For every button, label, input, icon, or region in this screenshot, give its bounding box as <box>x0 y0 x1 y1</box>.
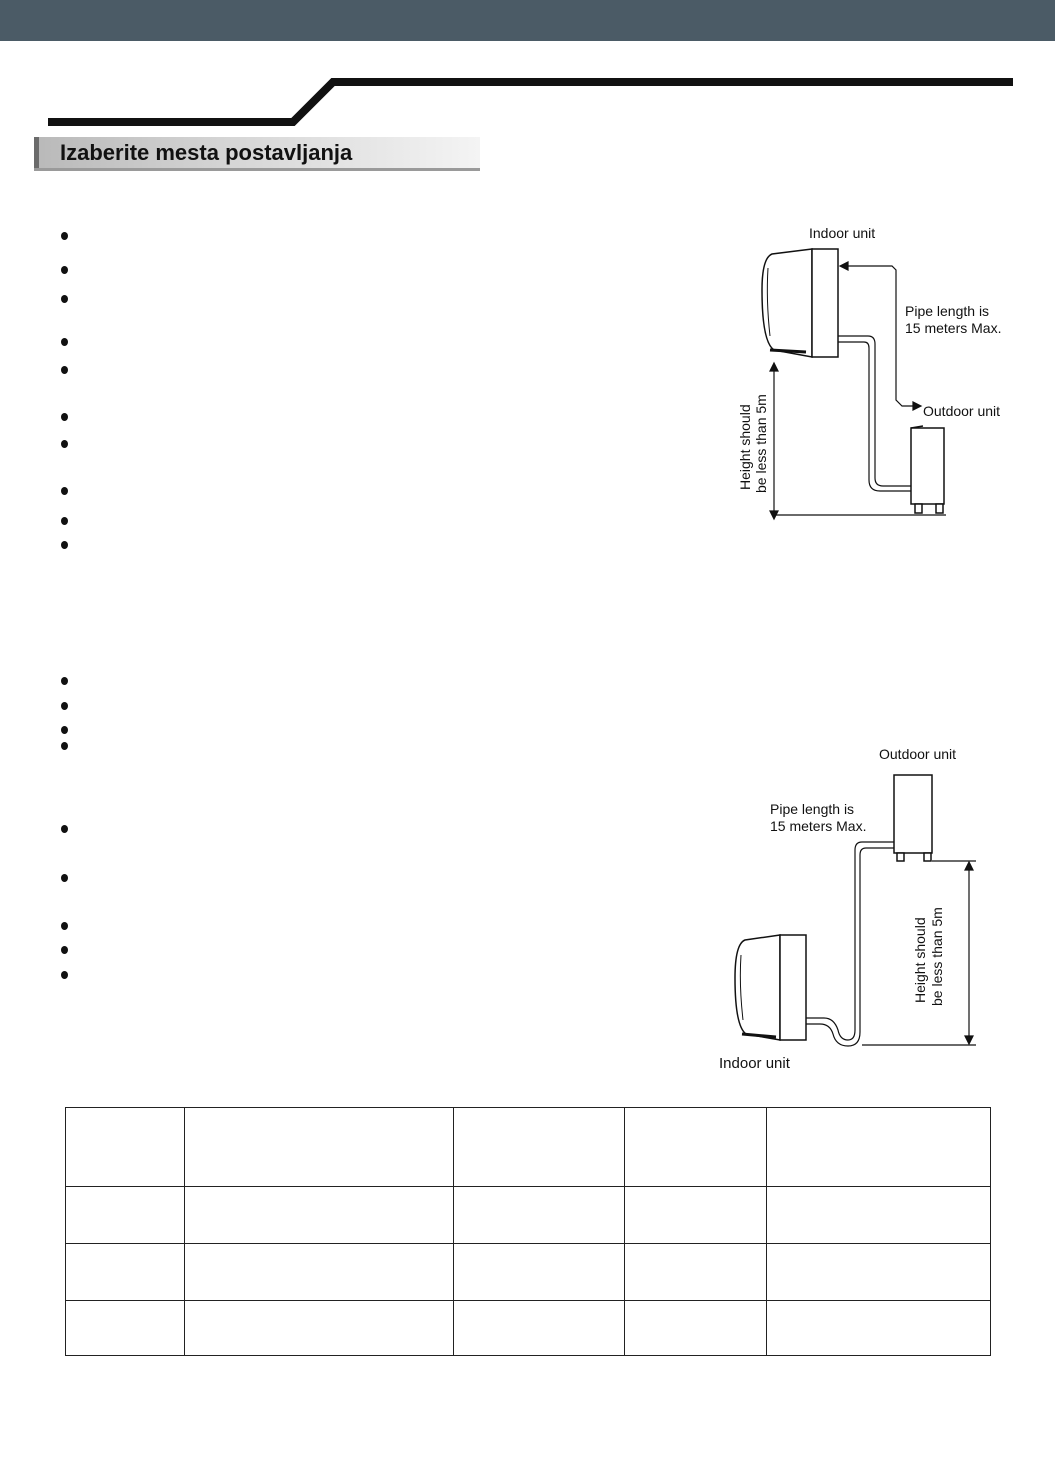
indoor-unit-drawing <box>735 935 806 1040</box>
pipe-length-label-line1: Pipe length is <box>905 303 990 319</box>
indoor-unit-label: Indoor unit <box>809 225 876 241</box>
table-cell <box>625 1108 767 1187</box>
table-cell <box>185 1187 454 1244</box>
list-bullet <box>61 517 68 525</box>
height-dimension <box>862 861 976 1045</box>
table-cell <box>185 1244 454 1301</box>
specification-table <box>65 1107 991 1356</box>
list-bullet <box>61 677 68 685</box>
table-cell <box>625 1187 767 1244</box>
pipe-length-label-line1: Pipe length is <box>770 801 855 817</box>
list-bullet <box>61 366 68 374</box>
height-label-line2: be less than 5m <box>753 394 769 493</box>
table-row <box>66 1187 991 1244</box>
list-bullet <box>61 946 68 954</box>
list-bullet <box>61 413 68 421</box>
indoor-unit-drawing <box>762 249 838 357</box>
table-cell <box>767 1108 991 1187</box>
section-title-text: Izaberite mesta postavljanja <box>60 140 353 165</box>
outdoor-unit-label: Outdoor unit <box>923 403 1001 419</box>
refrigerant-pipe <box>806 842 894 1046</box>
header-decorative-line <box>0 0 1055 130</box>
height-dimension <box>770 363 946 519</box>
table-cell <box>454 1187 625 1244</box>
list-bullet <box>61 266 68 274</box>
list-bullet <box>61 874 68 882</box>
list-bullet <box>61 487 68 495</box>
pipe-length-label-line2: 15 meters Max. <box>770 818 867 834</box>
table-cell <box>454 1244 625 1301</box>
table-cell <box>66 1301 185 1356</box>
table-cell <box>767 1187 991 1244</box>
list-bullet <box>61 742 68 750</box>
list-bullet <box>61 702 68 710</box>
height-label-line2: be less than 5m <box>929 907 945 1006</box>
list-bullet <box>61 825 68 833</box>
table-row <box>66 1244 991 1301</box>
list-bullet <box>61 338 68 346</box>
refrigerant-pipe <box>838 336 912 491</box>
table-cell <box>66 1108 185 1187</box>
list-bullet <box>61 295 68 303</box>
table-cell <box>625 1301 767 1356</box>
outdoor-unit-label: Outdoor unit <box>879 746 957 762</box>
pipe-length-label-line2: 15 meters Max. <box>905 320 1002 336</box>
outdoor-unit-drawing <box>911 426 944 513</box>
table-cell <box>767 1244 991 1301</box>
height-label-line1: Height should <box>912 917 928 1003</box>
pipe-length-arrow <box>840 262 921 410</box>
table-cell <box>185 1108 454 1187</box>
list-bullet <box>61 726 68 734</box>
section-title <box>34 137 480 171</box>
table-header-row <box>66 1108 991 1187</box>
table-cell <box>625 1244 767 1301</box>
table-cell <box>66 1187 185 1244</box>
list-bullet <box>61 541 68 549</box>
outdoor-unit-drawing <box>894 775 932 861</box>
list-bullet <box>61 971 68 979</box>
table-cell <box>454 1108 625 1187</box>
table-cell <box>185 1301 454 1356</box>
list-bullet <box>61 922 68 930</box>
table-cell <box>454 1301 625 1356</box>
list-bullet <box>61 440 68 448</box>
table-row <box>66 1301 991 1356</box>
table-cell <box>767 1301 991 1356</box>
table-cell <box>66 1244 185 1301</box>
indoor-unit-label: Indoor unit <box>719 1055 790 1072</box>
section-title-marker <box>34 137 39 168</box>
height-label-line1: Height should <box>737 404 753 490</box>
list-bullet <box>61 232 68 240</box>
